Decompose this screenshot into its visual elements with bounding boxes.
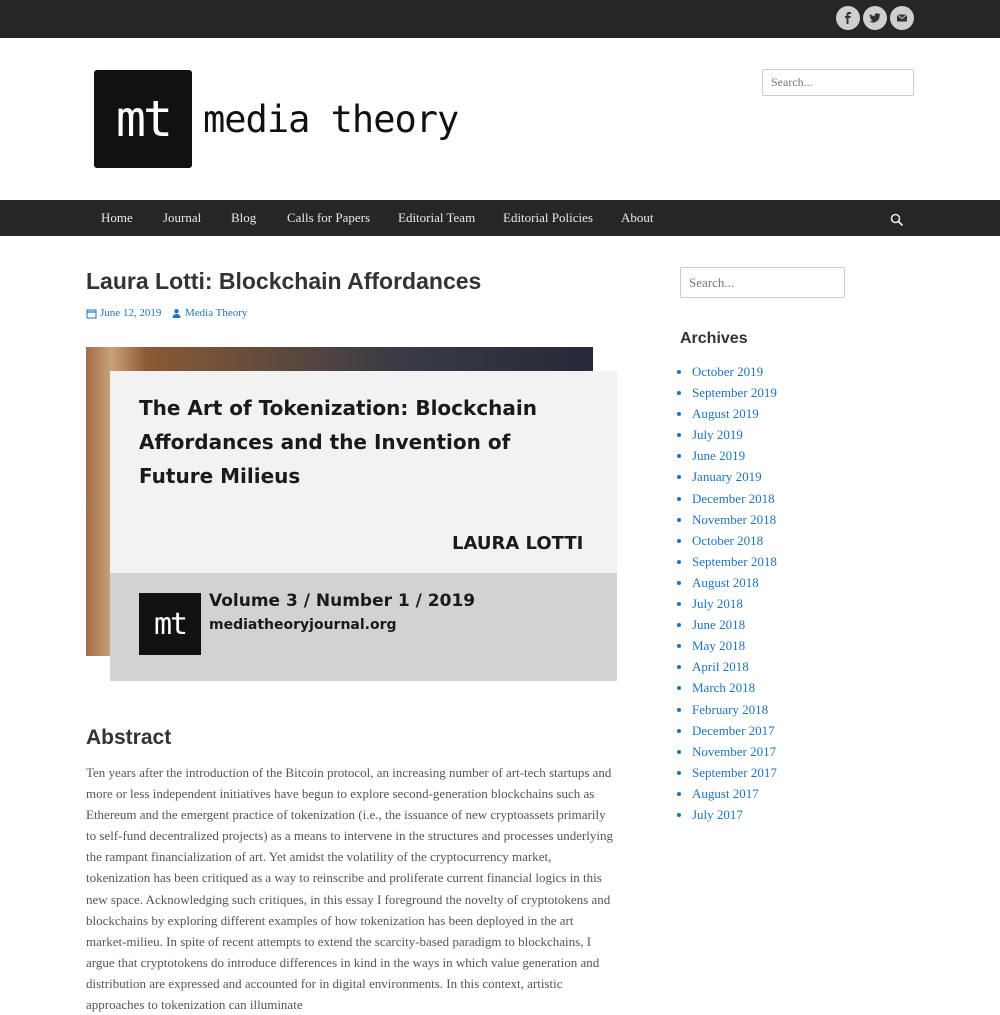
abstract-text: Ten years after the introduction of the Bitcoin protocol, an increasing number of art-tech startups and more or less independent initiatives have begun to explore second-generation blockchains such as Ethereum and the emergent practice of tokenization (i.e., the issuance of new cryptoassets primarily to self-fund decentralized projects) as a means to intervene in the structures and processes underlying the rampant financialization of art. Yet amidst the volatility of the cryptocurrency market, tokenization has been critiqued as a way to reinscribe and proliferate current financial logics in this new space. Acknowledging such critiques, in this essay I foreground the novelty of cryptotokens and blockchains by exploring different examples of how tokenization has been deployed in the art market-milieu. In spite of recent attempts to extend the scarcity-based paradigm to blockchains, I argue that cryptotokens do introduce differences in kind in the ways in which value generation and distribution are expressed and accounted for in digital environments. In this context, artistic approaches to tokenization can illuminate	[86, 765, 614, 1013]
list-item	[692, 510, 777, 531]
list-item	[692, 700, 777, 721]
nav-item-blog[interactable]: Blog	[231, 210, 257, 225]
list-item	[692, 425, 777, 446]
list-item	[692, 531, 777, 552]
post-date[interactable]	[86, 307, 161, 319]
list-item	[692, 615, 777, 636]
post-author-text[interactable]: Media Theory	[185, 307, 248, 319]
list-item	[692, 784, 777, 805]
archives-title: Archives	[680, 330, 748, 347]
site-logo[interactable]	[94, 70, 192, 168]
cover-logo-mark: mt	[153, 606, 187, 642]
list-item	[692, 489, 777, 510]
cover-title: The Art of Tokenization: Blockchain Affordances and the Invention of Future Milieus	[139, 396, 537, 488]
post-title: Laura Lotti: Blockchain Affordances	[86, 268, 482, 294]
archive-link[interactable]: May 2018	[692, 638, 746, 654]
list-item	[692, 446, 777, 467]
list-item	[692, 721, 777, 742]
archive-link[interactable]: November 2018	[692, 511, 777, 527]
archive-link[interactable]: July 2019	[692, 427, 743, 443]
nav-item-home[interactable]: Home	[101, 210, 133, 225]
sidebar-search-input[interactable]	[680, 267, 845, 298]
post-author[interactable]	[171, 307, 247, 319]
archive-link[interactable]: October 2019	[692, 364, 764, 379]
archive-link[interactable]: July 2018	[692, 596, 743, 612]
archive-link[interactable]: September 2018	[692, 553, 777, 569]
cover-logo	[139, 593, 201, 655]
list-item	[692, 594, 777, 615]
list-item	[692, 805, 777, 826]
archive-link[interactable]: January 2019	[692, 469, 762, 485]
twitter-icon[interactable]	[863, 6, 887, 30]
archive-link[interactable]: September 2017	[692, 764, 777, 780]
cover-volume: Volume 3 / Number 1 / 2019	[209, 591, 476, 611]
archive-link[interactable]: August 2018	[692, 574, 759, 590]
list-item	[692, 573, 777, 594]
abstract-heading: Abstract	[86, 726, 172, 749]
list-item	[692, 678, 777, 699]
archive-link[interactable]: August 2019	[692, 406, 759, 422]
archive-link[interactable]: July 2017	[692, 806, 743, 822]
list-item	[692, 742, 777, 763]
email-icon[interactable]	[890, 6, 914, 30]
search-icon[interactable]	[890, 213, 904, 232]
nav-item-editorial-team[interactable]: Editorial Team	[398, 210, 476, 225]
header-search-input[interactable]	[762, 69, 914, 96]
archive-link[interactable]: December 2017	[692, 722, 775, 738]
list-item	[692, 552, 777, 573]
archive-list	[692, 362, 777, 826]
archive-link[interactable]: December 2018	[692, 490, 775, 506]
logo-mark: mt	[115, 90, 171, 148]
top-bar	[0, 0, 1000, 38]
featured-image	[86, 347, 617, 681]
cover-url: mediatheoryjournal.org	[209, 617, 397, 633]
main-nav	[0, 200, 1000, 236]
list-item	[692, 636, 777, 657]
site-header	[0, 38, 1000, 200]
calendar-icon	[86, 308, 97, 319]
list-item	[692, 362, 777, 383]
list-item	[692, 657, 777, 678]
list-item	[692, 467, 777, 488]
post-date-text[interactable]: June 12, 2019	[100, 307, 162, 319]
cover-author: LAURA LOTTI	[452, 533, 584, 554]
archive-link[interactable]: March 2018	[692, 680, 756, 696]
person-icon	[171, 308, 182, 319]
archive-link[interactable]: November 2017	[692, 743, 777, 759]
nav-item-calls-for-papers[interactable]: Calls for Papers	[287, 210, 371, 225]
list-item	[692, 404, 777, 425]
archive-link[interactable]: June 2018	[692, 617, 746, 633]
archive-link[interactable]: June 2019	[692, 448, 746, 464]
list-item	[692, 763, 777, 784]
nav-item-about[interactable]: About	[621, 210, 654, 225]
archive-link[interactable]: April 2018	[692, 659, 749, 675]
archive-link[interactable]: August 2017	[692, 785, 759, 801]
list-item	[692, 383, 777, 404]
archive-link[interactable]: February 2018	[692, 701, 769, 717]
archive-link[interactable]: September 2019	[692, 385, 777, 401]
archive-link[interactable]: October 2018	[692, 532, 764, 548]
facebook-icon[interactable]	[836, 6, 860, 30]
nav-item-editorial-policies[interactable]: Editorial Policies	[503, 210, 593, 225]
site-logo-text[interactable]: media theory	[203, 98, 459, 141]
nav-item-journal[interactable]: Journal	[163, 210, 202, 225]
